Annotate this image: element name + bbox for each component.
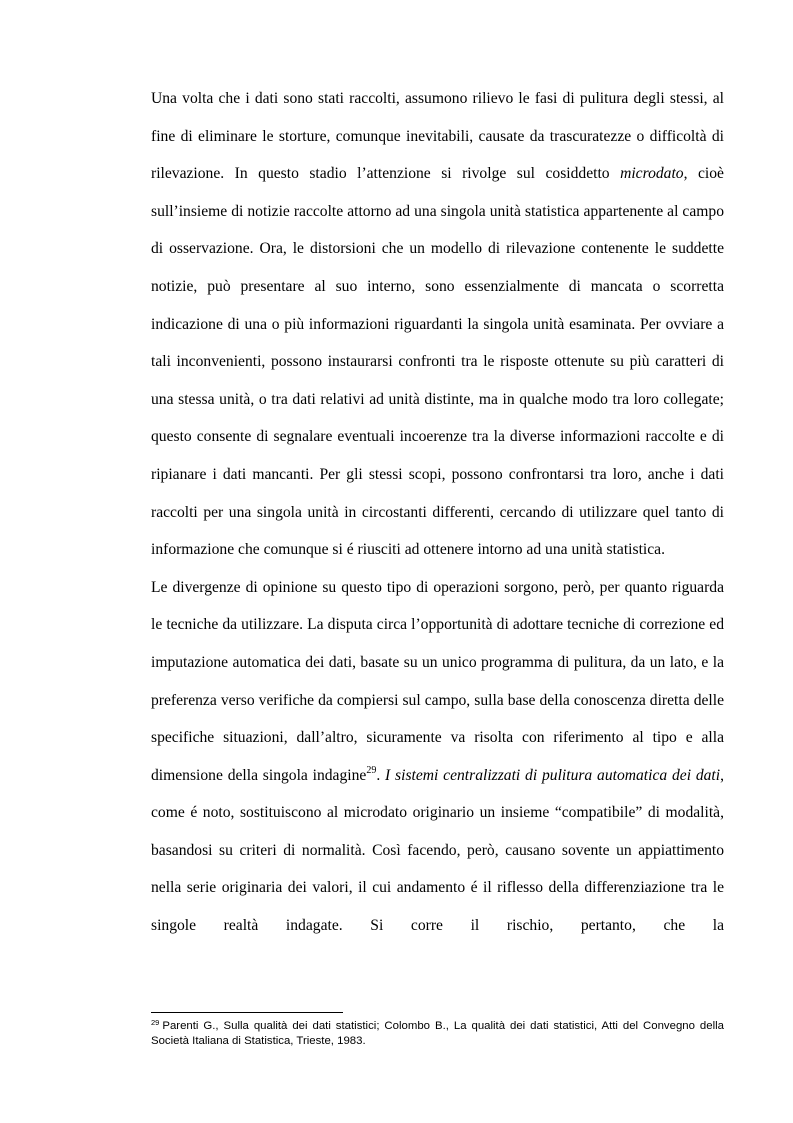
footnote-reference[interactable]: 29 [366,764,377,776]
footnote [151,1019,724,1048]
italic-term-sistemi-centralizzati: I sistemi centralizzati di pulitura automatica dei dati [385,766,721,784]
footnote-number: 29 [151,1018,160,1027]
paragraph-2 [151,569,724,945]
italic-term-microdato: microdato [620,165,684,183]
text-run: Una volta che i dati sono stati raccolti, assumono rilievo le fasi di pulitura degli stessi, al fine di eliminare le storture, comunque inevitabili, causate da trascuratezze o difficoltà di rilevazione. In questo stadio l’attenzione si rivolge sul cosiddetto [151,90,724,183]
paragraph-1 [151,80,724,569]
text-run: Le divergenze di opinione su questo tipo di operazioni sorgono, però, per quanto riguarda le tecniche da utilizzare. La disputa circa l’opportunità di adottare tecniche di correzione ed imputazione automatica dei dati, basate su un unico programma di pulitura, da un lato, e la preferenza verso verifiche da compiersi sul campo, sulla base della conoscenza diretta delle specifiche situazioni, dall’altro, sicuramente va risolta con riferimento al tipo e alla dimensione della singola indagine [151,578,724,784]
text-run: , cioè sull’insieme di notizie raccolte attorno ad una singola unità statistica appartenente al campo di osservazione. Ora, le distorsioni che un modello di rilevazione contenente le suddette notizie, può presentare al suo interno, sono essenzialmente di mancata o scorretta indicazione di una o più informazioni riguardanti la singola unità esaminata. Per ovviare a tali inconvenienti, possono instaurarsi confronti tra le risposte ottenute su più caratteri di una stessa unità, o tra dati relativi ad unità distinte, ma in qualche modo tra loro collegate; questo consente di segnalare eventuali incoerenze tra la diverse informazioni raccolte e di ripianare i dati mancanti. Per gli stessi scopi, possono confrontarsi tra loro, anche i dati raccolti per una singola unità in circostanti differenti, cercando di utilizzare quel tanto di informazione che comunque si é riusciti ad ottenere intorno ad una unità statistica. [151,165,724,559]
page-body [151,80,724,945]
footnote-separator [151,1012,343,1013]
text-run: , come é noto, sostituiscono al microdato originario un insieme “compatibile” di modalità, basandosi su criteri di normalità. Così facendo, però, causano sovente un appiattimento nella serie originaria dei valori, il cui andamento é il riflesso della differenziazione tra le singole realtà indagate. Si corre il rischio, pertanto, che la [151,766,725,935]
footnote-area [151,1012,724,1048]
footnote-text: Parenti G., Sulla qualità dei dati statistici; Colombo B., La qualità dei dati statistici, Atti del Convegno della Società Italiana di Statistica, Trieste, 1983. [151,1020,724,1047]
text-run: . [376,766,386,784]
